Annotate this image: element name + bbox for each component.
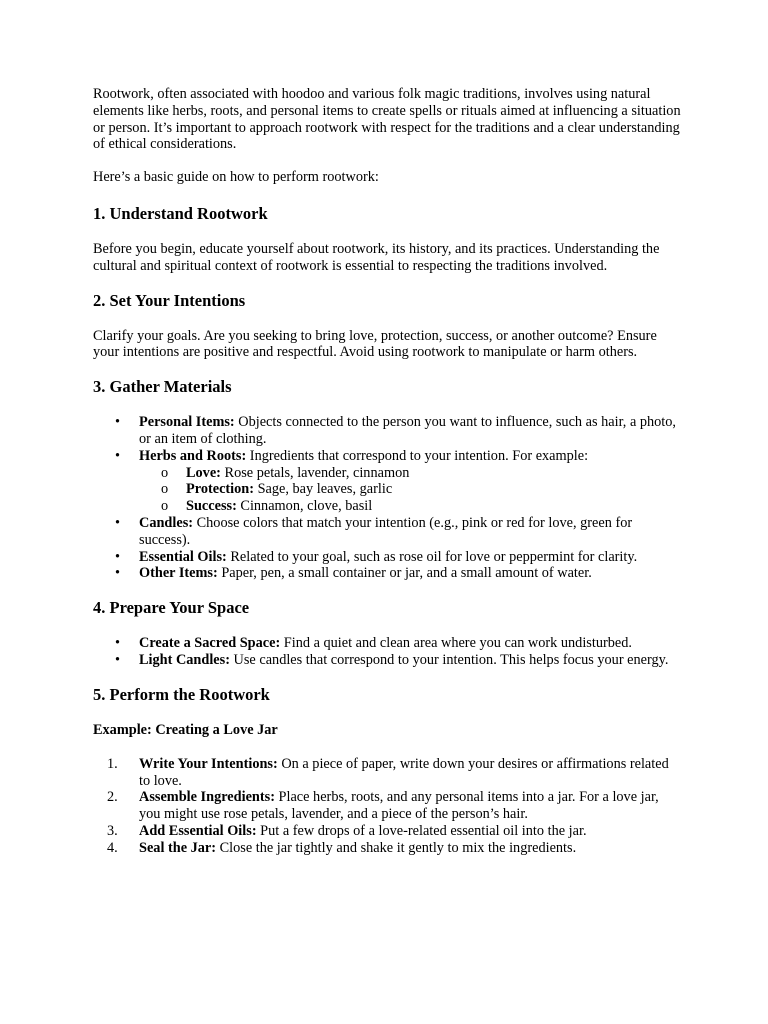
section-heading-space: 4. Prepare Your Space xyxy=(93,598,250,618)
list-item xyxy=(93,448,683,515)
item-text: Use candles that correspond to your intention. This helps focus your energy. xyxy=(229,651,669,668)
section-heading-intentions: 2. Set Your Intentions xyxy=(93,290,246,310)
example-subheading: Example: Creating a Love Jar xyxy=(93,721,278,738)
sub-bullet-icon: o xyxy=(161,481,169,498)
item-label: Seal the Jar: xyxy=(139,839,217,856)
bullet-icon: • xyxy=(115,414,121,431)
herbs-sublist xyxy=(139,465,683,515)
intro-paragraph: Rootwork, often associated with hoodoo and various folk magic traditions, involves using natural elements like herbs, roots, and personal items to create spells or rituals aimed at influencing a situation or person. It’s important to approach rootwork with respect for the traditions and a clear understanding of ethical considerations. xyxy=(93,86,681,153)
item-label: Other Items: xyxy=(139,565,218,582)
list-item xyxy=(93,789,683,823)
item-text: Rose petals, lavender, cinnamon xyxy=(220,464,410,481)
sub-list-item xyxy=(139,498,683,515)
item-label: Write Your Intentions: xyxy=(139,755,278,772)
item-text: Close the jar tightly and shake it gently to mix the ingredients. xyxy=(216,839,577,856)
item-text: Place herbs, roots, and any personal items into a jar. For a love jar, you might use rose petals, lavender, and a piece of the person’s hair. xyxy=(139,789,659,823)
item-label: Herbs and Roots: xyxy=(139,447,247,464)
love-jar-steps xyxy=(93,756,683,857)
section-body-understand: Before you begin, educate yourself about rootwork, its history, and its practices. Understanding the cultural and spiritual context of rootwork is essential to respecting the traditions involved. xyxy=(93,240,660,274)
sub-bullet-icon: o xyxy=(161,464,169,481)
bullet-icon: • xyxy=(115,548,121,565)
section-heading-materials: 3. Gather Materials xyxy=(93,377,232,397)
item-text: Cinnamon, clove, basil xyxy=(236,498,373,515)
item-text: Related to your goal, such as rose oil for love or peppermint for clarity. xyxy=(226,548,638,565)
section-heading-understand: 1. Understand Rootwork xyxy=(93,203,268,223)
list-item xyxy=(93,823,683,840)
item-text: Find a quiet and clean area where you can work undisturbed. xyxy=(280,635,632,652)
list-item xyxy=(93,652,683,669)
sub-bullet-icon: o xyxy=(161,498,169,515)
item-text: On a piece of paper, write down your desires or affirmations related to love. xyxy=(139,755,669,789)
section-heading-perform: 5. Perform the Rootwork xyxy=(93,684,270,704)
list-item xyxy=(93,635,683,652)
item-label: Assemble Ingredients: xyxy=(139,789,275,806)
list-item xyxy=(93,549,683,566)
bullet-icon: • xyxy=(115,447,121,464)
list-item xyxy=(93,756,683,790)
item-text: Choose colors that match your intention (e.g., pink or red for love, green for success). xyxy=(139,514,633,548)
item-text: Sage, bay leaves, garlic xyxy=(254,481,393,498)
item-label: Create a Sacred Space: xyxy=(139,635,281,652)
item-text: Ingredients that correspond to your intention. For example: xyxy=(246,447,589,464)
item-label: Candles: xyxy=(139,514,194,531)
step-number: 2. xyxy=(107,789,118,806)
item-label: Light Candles: xyxy=(139,651,230,668)
section-body-intentions: Clarify your goals. Are you seeking to bring love, protection, success, or another outcome? Ensure your intentions are positive and respectful. Avoid using rootwork to manipulate or harm others. xyxy=(93,327,657,361)
item-label: Essential Oils: xyxy=(139,548,227,565)
step-number: 3. xyxy=(107,822,118,839)
materials-list xyxy=(93,414,683,582)
item-text: Objects connected to the person you want to influence, such as hair, a photo, or an item of clothing. xyxy=(139,414,676,447)
document-page xyxy=(93,86,683,873)
item-text: Put a few drops of a love-related essential oil into the jar. xyxy=(256,822,587,839)
item-label: Love: xyxy=(186,464,221,481)
lead-paragraph: Here’s a basic guide on how to perform rootwork: xyxy=(93,169,379,186)
bullet-icon: • xyxy=(115,651,121,668)
item-text: Paper, pen, a small container or jar, and a small amount of water. xyxy=(217,565,592,582)
bullet-icon: • xyxy=(115,635,121,652)
item-label: Success: xyxy=(186,498,237,515)
step-number: 1. xyxy=(107,755,118,772)
list-item xyxy=(93,840,683,857)
item-label: Personal Items: xyxy=(139,414,235,431)
item-label: Protection: xyxy=(186,481,255,498)
space-list xyxy=(93,635,683,669)
item-label: Add Essential Oils: xyxy=(139,822,257,839)
list-item xyxy=(93,515,683,549)
bullet-icon: • xyxy=(115,514,121,531)
step-number: 4. xyxy=(107,839,118,856)
bullet-icon: • xyxy=(115,565,121,582)
sub-list-item xyxy=(139,481,683,498)
sub-list-item xyxy=(139,465,683,482)
list-item xyxy=(93,565,683,582)
list-item xyxy=(93,414,683,448)
